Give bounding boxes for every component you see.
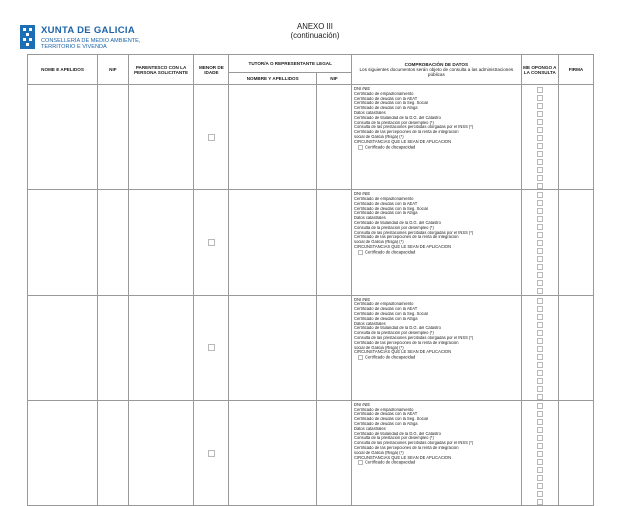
member-row (28, 295, 594, 400)
document-item: Datos catastrales (354, 426, 386, 431)
document-item: Datos catastrales (354, 216, 386, 221)
oppose-checkbox[interactable] (537, 151, 543, 157)
oppose-checkbox[interactable] (537, 159, 543, 165)
document-label: Certificado de discapacidad (365, 144, 416, 150)
member-minor-cell (194, 85, 229, 190)
document-item: DNI /NIE (354, 402, 371, 407)
document-item: Certificado de empadronamiento (354, 302, 414, 307)
col-header-tutor-name: NOMBRE Y APELLIDOS (229, 73, 317, 85)
oppose-checkbox[interactable] (537, 183, 543, 189)
oppose-checkbox[interactable] (537, 483, 543, 489)
member-relationship-cell[interactable] (128, 295, 194, 400)
oppose-checkbox[interactable] (537, 499, 543, 505)
signature-cell[interactable] (558, 400, 593, 505)
oppose-checkbox[interactable] (537, 403, 543, 409)
document-item: Certificado de deudas con la Seg. Social (354, 206, 428, 211)
document-item: Certificado de deudas con la AEAT (354, 96, 418, 101)
oppose-checkbox[interactable] (537, 419, 543, 425)
signature-cell[interactable] (558, 295, 593, 400)
documents-list-cell (352, 295, 522, 400)
tutor-name-cell[interactable] (229, 85, 317, 190)
document-item: Certificado de las percepciones de la renta de integración (354, 130, 459, 135)
oppose-checkbox[interactable] (537, 216, 543, 222)
minor-checkbox[interactable] (208, 450, 215, 457)
document-item: Certificado de titularidad de la D.G. del Catastro (354, 221, 441, 226)
documents-list-cell (352, 190, 522, 295)
col-header-verification (352, 55, 522, 85)
oppose-checkbox[interactable] (537, 167, 543, 173)
oppose-checkbox[interactable] (537, 298, 543, 304)
minor-checkbox[interactable] (208, 239, 215, 246)
oppose-checkbox[interactable] (537, 314, 543, 320)
oppose-checkbox[interactable] (537, 306, 543, 312)
oppose-checkbox[interactable] (537, 240, 543, 246)
oppose-checkbox[interactable] (537, 378, 543, 384)
col-header-relationship: PARENTESCO CON LA PERSONA SOLICITANTE (128, 55, 194, 85)
document-item: Certificado de deudas con la Atriga (354, 422, 418, 427)
document-item: Certificado de deudas con la Seg. Social (354, 101, 428, 106)
signature-cell[interactable] (558, 190, 593, 295)
annex-subtitle: (continuación) (290, 31, 340, 40)
document-item: social de Galicia (Risga) (*) (354, 134, 404, 139)
oppose-checkbox[interactable] (537, 248, 543, 254)
document-item: Certificado de las percepciones de la renta de integración (354, 446, 459, 451)
document-item: Certificado de deudas con la AEAT (354, 307, 418, 312)
verification-description: Los siguientes documentos serán objeto de consulta a las administraciones públicas (359, 67, 514, 77)
member-minor-cell (194, 400, 229, 505)
tutor-nif-cell[interactable] (316, 400, 351, 505)
document-item: CIRCUNSTANCIAS QUE LE SEAN DE APLICACIÓN (354, 350, 452, 355)
document-item: Datos catastrales (354, 321, 386, 326)
oppose-checkbox[interactable] (537, 280, 543, 286)
tutor-nif-cell[interactable] (316, 190, 351, 295)
document-item (354, 145, 521, 150)
document-item: CIRCUNSTANCIAS QUE LE SEAN DE APLICACIÓN (354, 139, 452, 144)
member-minor-cell (194, 295, 229, 400)
oppose-checkbox[interactable] (537, 103, 543, 109)
oppose-checkbox[interactable] (537, 370, 543, 376)
col-header-signature: FIRMA (558, 55, 593, 85)
document-item: Certificado de empadronamiento (354, 197, 414, 202)
oppose-checkbox[interactable] (537, 95, 543, 101)
document-item: CIRCUNSTANCIAS QUE LE SEAN DE APLICACIÓN (354, 245, 452, 250)
tutor-nif-cell[interactable] (316, 85, 351, 190)
tutor-name-cell[interactable] (229, 190, 317, 295)
department-line-2: TERRITORIO E VIVENDA (41, 44, 107, 51)
document-item: social de Galicia (Risga) (*) (354, 345, 404, 350)
document-item: Consulta de las prestaciones percibidas otorgadas por el INSS (*) (354, 441, 474, 446)
member-relationship-cell[interactable] (128, 190, 194, 295)
oppose-checkbox[interactable] (537, 435, 543, 441)
document-item: Consulta de la prestación por desempleo (*) (354, 120, 434, 125)
oppose-checkbox[interactable] (537, 330, 543, 336)
document-item: Certificado de titularidad de la D.G. del Catastro (354, 431, 441, 436)
document-item: Certificado de titularidad de la D.G. del Catastro (354, 115, 441, 120)
oppose-checkbox[interactable] (537, 135, 543, 141)
document-item: DNI /NIE (354, 192, 371, 197)
member-nif-cell[interactable] (98, 190, 129, 295)
annex-title: ANEXO III (297, 22, 333, 31)
signature-cell[interactable] (558, 85, 593, 190)
member-row (28, 190, 594, 295)
document-item: Certificado de las percepciones de la renta de integración (354, 340, 459, 345)
form-header (0, 0, 621, 56)
document-item: CIRCUNSTANCIAS QUE LE SEAN DE APLICACIÓN (354, 455, 452, 460)
document-item: social de Galicia (Risga) (*) (354, 240, 404, 245)
oppose-checkbox[interactable] (537, 175, 543, 181)
member-name-cell[interactable] (28, 400, 98, 505)
document-item: Certificado de titularidad de la D.G. del Catastro (354, 326, 441, 331)
oppose-checkbox[interactable] (537, 475, 543, 481)
document-item: Consulta de las prestaciones percibidas otorgadas por el INSS (*) (354, 230, 474, 235)
member-relationship-cell[interactable] (128, 400, 194, 505)
member-row (28, 85, 594, 190)
oppose-checkbox[interactable] (537, 119, 543, 125)
member-minor-cell (194, 190, 229, 295)
oppose-checkbox[interactable] (537, 192, 543, 198)
document-item: Consulta de las prestaciones percibidas otorgadas por el INSS (*) (354, 125, 474, 130)
member-nif-cell[interactable] (98, 295, 129, 400)
member-nif-cell[interactable] (98, 85, 129, 190)
document-item: Certificado de deudas con la Atriga (354, 106, 418, 111)
department-line-1: CONSELLERÍA DE MEDIO AMBIENTE, (41, 38, 141, 44)
oppose-checkbox[interactable] (537, 143, 543, 149)
member-name-cell[interactable] (28, 85, 98, 190)
document-item: Certificado de deudas con la AEAT (354, 412, 418, 417)
oppose-checkbox[interactable] (537, 208, 543, 214)
col-header-tutor: TUTOR/A O REPRESENTANTE LEGAL (229, 55, 352, 73)
org-name: XUNTA DE GALICIA (41, 25, 135, 36)
minor-checkbox[interactable] (208, 134, 215, 141)
document-item (354, 460, 521, 465)
verification-title: COMPROBACIÓN DE DATOS (404, 62, 469, 67)
oppose-checkbox[interactable] (537, 491, 543, 497)
oppose-checkbox[interactable] (537, 322, 543, 328)
oppose-checkbox[interactable] (537, 346, 543, 352)
oppose-checkbox[interactable] (537, 443, 543, 449)
xunta-logo-icon (20, 25, 35, 49)
document-item: DNI /NIE (354, 87, 371, 91)
oppose-checkbox[interactable] (537, 87, 543, 93)
document-item: Certificado de deudas con la Atriga (354, 316, 418, 321)
oppose-checkbox[interactable] (537, 427, 543, 433)
oppose-checkboxes-cell (521, 400, 558, 505)
col-header-tutor-nif: NIF (316, 73, 351, 85)
oppose-checkbox[interactable] (537, 386, 543, 392)
members-rows (28, 85, 594, 506)
tutor-nif-cell[interactable] (316, 295, 351, 400)
document-item: Certificado de las percepciones de la renta de integración (354, 235, 459, 240)
oppose-checkbox[interactable] (537, 111, 543, 117)
document-item: Certificado de deudas con la Seg. Social (354, 417, 428, 422)
member-nif-cell[interactable] (98, 400, 129, 505)
col-header-oppose: ME OPONGO A LA CONSULTA (521, 55, 558, 85)
documents-list-cell (352, 85, 522, 190)
disability-checkbox[interactable] (358, 460, 363, 465)
members-table (27, 54, 594, 506)
oppose-checkbox[interactable] (537, 411, 543, 417)
oppose-checkbox[interactable] (537, 264, 543, 270)
document-item: Certificado de empadronamiento (354, 407, 414, 412)
col-header-name: NOME E APELIDOS (28, 55, 98, 85)
oppose-checkbox[interactable] (537, 354, 543, 360)
oppose-checkboxes-cell (521, 85, 558, 190)
member-name-cell[interactable] (28, 190, 98, 295)
document-item (354, 250, 521, 255)
oppose-checkbox[interactable] (537, 232, 543, 238)
document-item: Consulta de la prestación por desempleo (*) (354, 436, 434, 441)
annex-title-block (260, 22, 370, 40)
minor-checkbox[interactable] (208, 344, 215, 351)
oppose-checkboxes-cell (521, 190, 558, 295)
tutor-name-cell[interactable] (229, 400, 317, 505)
member-name-cell[interactable] (28, 295, 98, 400)
document-item: Consulta de la prestación por desempleo (*) (354, 331, 434, 336)
oppose-checkbox[interactable] (537, 288, 543, 294)
member-relationship-cell[interactable] (128, 85, 194, 190)
department-name (41, 38, 140, 51)
col-header-nif: NIF (98, 55, 129, 85)
oppose-checkbox[interactable] (537, 451, 543, 457)
document-label: Certificado de discapacidad (365, 355, 416, 360)
document-item: social de Galicia (Risga) (*) (354, 450, 404, 455)
document-label: Certificado de discapacidad (365, 249, 416, 255)
oppose-checkbox[interactable] (537, 338, 543, 344)
oppose-checkbox[interactable] (537, 362, 543, 368)
oppose-checkboxes-cell (521, 295, 558, 400)
col-header-minor: MENOR DE IDADE (194, 55, 229, 85)
document-item: Certificado de deudas con la Atriga (354, 211, 418, 216)
document-item: Datos catastrales (354, 110, 386, 115)
disability-checkbox[interactable] (358, 250, 363, 255)
document-item: Certificado de deudas con la Seg. Social (354, 311, 428, 316)
disability-checkbox[interactable] (358, 355, 363, 360)
oppose-checkbox[interactable] (537, 459, 543, 465)
document-item (354, 355, 521, 360)
documents-list-cell (352, 400, 522, 505)
oppose-checkbox[interactable] (537, 394, 543, 400)
oppose-checkbox[interactable] (537, 256, 543, 262)
tutor-name-cell[interactable] (229, 295, 317, 400)
oppose-checkbox[interactable] (537, 127, 543, 133)
document-item: Certificado de empadronamiento (354, 91, 414, 96)
oppose-checkbox[interactable] (537, 467, 543, 473)
oppose-checkbox[interactable] (537, 200, 543, 206)
document-item: DNI /NIE (354, 297, 371, 302)
oppose-checkbox[interactable] (537, 272, 543, 278)
member-row (28, 400, 594, 505)
document-item: Consulta de las prestaciones percibidas otorgadas por el INSS (*) (354, 335, 474, 340)
document-item: Certificado de deudas con la AEAT (354, 201, 418, 206)
document-item: Consulta de la prestación por desempleo (*) (354, 225, 434, 230)
disability-checkbox[interactable] (358, 145, 363, 150)
oppose-checkbox[interactable] (537, 224, 543, 230)
document-label: Certificado de discapacidad (365, 460, 416, 466)
